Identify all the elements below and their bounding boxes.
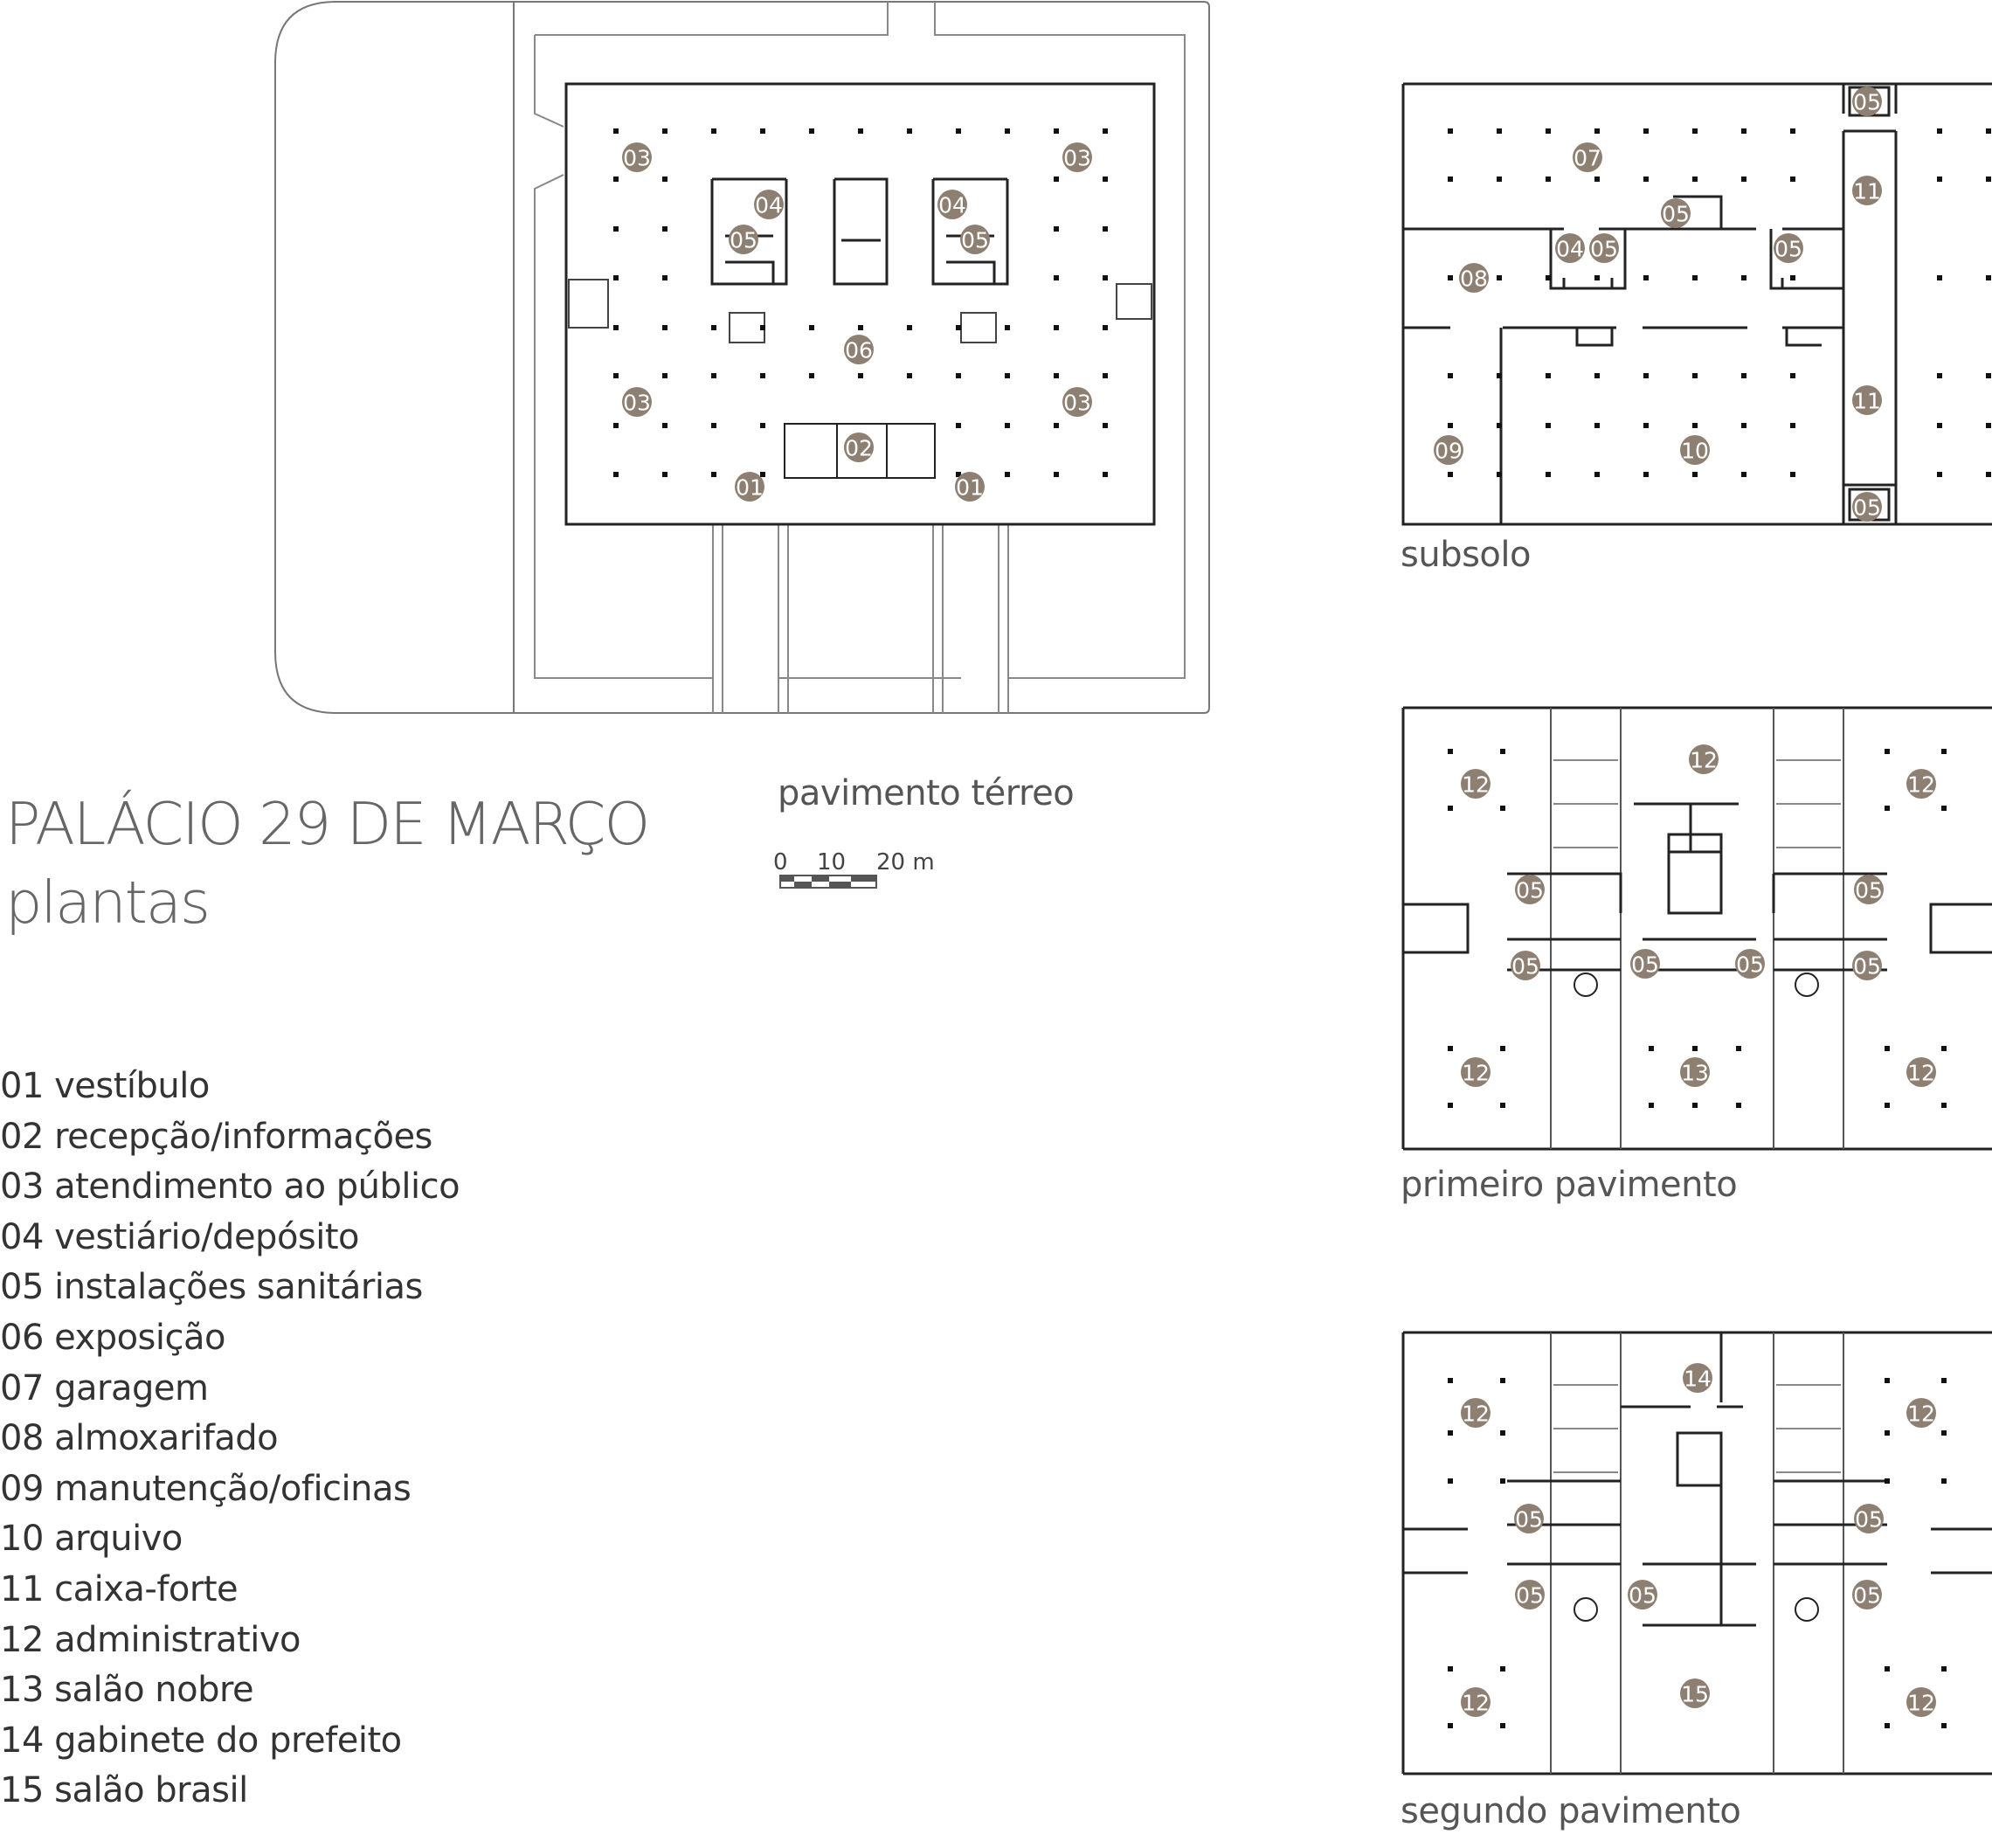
svg-text:03: 03	[1063, 390, 1091, 416]
svg-text:11: 11	[1853, 178, 1881, 204]
room-badge-basement	[1589, 233, 1619, 263]
room-badge-first	[1906, 1057, 1936, 1087]
room-badge-second	[1461, 1398, 1491, 1428]
column-marker	[1054, 325, 1059, 330]
column-marker	[907, 128, 912, 134]
column-marker	[1500, 806, 1505, 811]
svg-text:05: 05	[730, 227, 757, 253]
svg-text:05: 05	[1853, 495, 1881, 521]
svg-text:06: 06	[845, 337, 873, 363]
column-marker	[1054, 128, 1059, 134]
svg-text:04: 04	[1556, 236, 1584, 262]
column-marker	[1448, 1103, 1453, 1108]
svg-text:12: 12	[1907, 1690, 1935, 1716]
column-marker	[1741, 472, 1746, 477]
column-marker	[1594, 472, 1600, 477]
svg-text:14: 14	[1684, 1366, 1712, 1392]
room-badge-basement	[1661, 198, 1691, 228]
column-marker	[1448, 1723, 1453, 1728]
legend-item: 12 administrativo	[0, 1619, 301, 1660]
column-marker	[1885, 1430, 1890, 1436]
column-marker	[1546, 373, 1551, 378]
column-marker	[1497, 275, 1502, 280]
column-marker	[1692, 373, 1698, 378]
room-badge-second	[1906, 1687, 1936, 1717]
column-marker	[1643, 423, 1649, 428]
legend-item: 05 instalações sanitárias	[0, 1267, 423, 1308]
room-badge-second	[1461, 1687, 1491, 1717]
column-marker	[1005, 128, 1010, 134]
column-marker	[1594, 423, 1600, 428]
column-marker	[1448, 472, 1453, 477]
column-marker	[1005, 423, 1010, 428]
column-marker	[1500, 1430, 1505, 1436]
column-marker	[1546, 275, 1551, 280]
svg-text:09: 09	[1435, 438, 1463, 464]
room-badge-second	[1854, 1504, 1884, 1533]
column-marker	[1741, 128, 1746, 134]
column-marker	[1005, 325, 1010, 330]
column-marker	[613, 226, 619, 232]
svg-text:01: 01	[956, 474, 984, 501]
column-marker	[1103, 226, 1108, 232]
legend-item: 06 exposição	[0, 1317, 225, 1358]
svg-text:05: 05	[1662, 201, 1690, 227]
column-marker	[1937, 472, 1942, 477]
room-badge-second	[1680, 1678, 1710, 1708]
column-marker	[1594, 128, 1600, 134]
svg-text:05: 05	[1853, 953, 1881, 979]
column-marker	[1448, 1666, 1453, 1672]
column-marker	[1448, 806, 1453, 811]
column-marker	[809, 373, 814, 378]
column-marker	[1941, 1378, 1947, 1383]
column-marker	[1937, 128, 1942, 134]
room-badge-ground	[937, 190, 967, 219]
column-marker	[1986, 128, 1991, 134]
svg-text:11: 11	[1853, 388, 1881, 414]
svg-text:08: 08	[1460, 266, 1488, 292]
room-legend	[0, 1062, 460, 1817]
column-marker	[1054, 373, 1059, 378]
room-badge-basement	[1852, 385, 1882, 415]
room-badge-basement	[1774, 233, 1803, 263]
legend-item: 10 arquivo	[0, 1519, 183, 1560]
room-badge-second	[1906, 1398, 1936, 1428]
room-badge-first	[1906, 769, 1936, 799]
room-badge-basement	[1852, 492, 1882, 522]
column-marker	[1885, 806, 1890, 811]
svg-text:07: 07	[1574, 145, 1601, 171]
column-marker	[1986, 423, 1991, 428]
svg-text:03: 03	[1063, 145, 1091, 171]
column-marker	[662, 472, 667, 477]
column-marker	[1054, 423, 1059, 428]
column-marker	[1054, 226, 1059, 232]
column-marker	[1643, 275, 1649, 280]
svg-text:05: 05	[1855, 1506, 1883, 1533]
scale-label-10: 10	[817, 849, 847, 876]
svg-text:05: 05	[1515, 1506, 1543, 1533]
column-marker	[1941, 1666, 1947, 1672]
legend-item: 03 atendimento ao público	[0, 1166, 460, 1208]
column-marker	[1885, 1378, 1890, 1383]
column-marker	[1497, 472, 1502, 477]
column-marker	[1103, 423, 1108, 428]
room-badge-second	[1514, 1504, 1544, 1533]
column-marker	[1986, 176, 1991, 182]
column-marker	[613, 423, 619, 428]
column-marker	[1790, 128, 1795, 134]
column-marker	[1103, 472, 1108, 477]
column-marker	[1500, 1103, 1505, 1108]
column-marker	[858, 373, 863, 378]
column-marker	[760, 128, 765, 134]
column-marker	[1741, 275, 1746, 280]
svg-text:04: 04	[938, 192, 966, 218]
room-badge-second	[1515, 1580, 1545, 1609]
column-marker	[1500, 1478, 1505, 1484]
room-badge-first	[1680, 1057, 1710, 1087]
column-marker	[613, 373, 619, 378]
room-badge-basement	[1852, 176, 1882, 205]
column-marker	[1448, 1430, 1453, 1436]
column-marker	[1986, 472, 1991, 477]
column-marker	[662, 275, 667, 280]
svg-text:05: 05	[1629, 1582, 1657, 1609]
column-marker	[809, 325, 814, 330]
column-marker	[662, 226, 667, 232]
legend-item: 08 almoxarifado	[0, 1418, 279, 1459]
column-marker	[1546, 472, 1551, 477]
svg-text:05: 05	[1516, 1582, 1544, 1609]
column-marker	[1649, 1103, 1654, 1108]
column-marker	[1941, 1046, 1947, 1051]
room-badge-first	[1511, 951, 1540, 980]
column-marker	[1741, 423, 1746, 428]
column-marker	[1594, 275, 1600, 280]
column-marker	[1885, 1478, 1890, 1484]
column-marker	[1692, 1103, 1698, 1108]
svg-text:12: 12	[1907, 1060, 1935, 1086]
column-marker	[711, 472, 716, 477]
room-badge-basement	[1555, 233, 1585, 263]
svg-text:12: 12	[1462, 1060, 1490, 1086]
column-marker	[1649, 1046, 1654, 1051]
column-marker	[1448, 275, 1453, 280]
room-badge-first	[1461, 1057, 1491, 1087]
column-marker	[858, 128, 863, 134]
svg-text:02: 02	[845, 435, 873, 461]
column-marker	[1736, 1103, 1741, 1108]
column-marker	[1594, 176, 1600, 182]
room-badge-ground	[754, 190, 784, 219]
column-marker	[1790, 275, 1795, 280]
legend-item: 04 vestiário/depósito	[0, 1216, 360, 1257]
column-marker	[1986, 275, 1991, 280]
svg-text:01: 01	[736, 474, 764, 501]
column-marker	[662, 373, 667, 378]
column-marker	[1790, 373, 1795, 378]
legend-item: 01 vestíbulo	[0, 1066, 210, 1106]
scale-bar	[773, 849, 935, 888]
column-marker	[1941, 1478, 1947, 1484]
ground-floor-plan	[275, 2, 1209, 713]
column-marker	[809, 128, 814, 134]
column-marker	[1005, 373, 1010, 378]
caption-second-floor: segundo pavimento	[1401, 1791, 1741, 1831]
column-marker	[1103, 275, 1108, 280]
column-marker	[1885, 1103, 1890, 1108]
room-badge-first	[1854, 875, 1884, 904]
column-marker	[1885, 1046, 1890, 1051]
column-marker	[1941, 1723, 1947, 1728]
column-marker	[1594, 373, 1600, 378]
svg-text:12: 12	[1462, 1401, 1490, 1427]
column-marker	[1692, 423, 1698, 428]
room-badge-basement	[1680, 435, 1710, 465]
scale-label-20: 20 m	[876, 849, 935, 876]
room-badge-basement	[1459, 263, 1489, 293]
column-marker	[1448, 749, 1453, 754]
room-badge-first	[1689, 744, 1719, 774]
column-marker	[1497, 423, 1502, 428]
column-marker	[1448, 176, 1453, 182]
room-badge-first	[1735, 949, 1765, 979]
column-marker	[1103, 128, 1108, 134]
column-marker	[1546, 128, 1551, 134]
column-marker	[613, 176, 619, 182]
column-marker	[662, 176, 667, 182]
column-marker	[711, 373, 716, 378]
legend-item: 13 salão nobre	[0, 1670, 254, 1711]
column-marker	[1500, 1046, 1505, 1051]
column-marker	[1790, 176, 1795, 182]
svg-text:05: 05	[1736, 952, 1764, 978]
column-marker	[711, 325, 716, 330]
svg-text:13: 13	[1681, 1060, 1709, 1086]
svg-text:05: 05	[1855, 877, 1883, 903]
svg-text:03: 03	[623, 390, 651, 416]
room-badge-ground	[844, 335, 874, 364]
column-marker	[613, 325, 619, 330]
room-badge-second	[1683, 1363, 1712, 1393]
column-marker	[1736, 1046, 1741, 1051]
svg-text:12: 12	[1462, 1690, 1490, 1716]
legend-item: 15 salão brasil	[0, 1770, 248, 1811]
room-badge-ground	[729, 225, 758, 254]
room-badge-first	[1630, 949, 1660, 979]
column-marker	[1937, 176, 1942, 182]
room-badge-first	[1852, 951, 1882, 980]
column-marker	[760, 423, 765, 428]
column-marker	[1941, 1430, 1947, 1436]
room-badge-first	[1515, 875, 1545, 904]
svg-text:05: 05	[1774, 236, 1802, 262]
column-marker	[662, 423, 667, 428]
svg-text:05: 05	[1511, 953, 1539, 979]
svg-text:05: 05	[1631, 952, 1659, 978]
column-marker	[1885, 1666, 1890, 1672]
svg-text:05: 05	[961, 227, 989, 253]
column-marker	[1937, 423, 1942, 428]
column-marker	[1692, 128, 1698, 134]
column-marker	[662, 128, 667, 134]
svg-text:12: 12	[1690, 747, 1718, 773]
column-marker	[711, 423, 716, 428]
column-marker	[1937, 373, 1942, 378]
svg-text:03: 03	[623, 145, 651, 171]
column-marker	[1941, 806, 1947, 811]
column-marker	[1643, 472, 1649, 477]
room-badge-second	[1852, 1580, 1882, 1609]
column-marker	[1497, 176, 1502, 182]
room-number-badges	[622, 87, 1936, 1717]
column-marker	[907, 325, 912, 330]
scale-label-0: 0	[773, 849, 788, 876]
column-marker	[1103, 325, 1108, 330]
column-marker	[760, 325, 765, 330]
room-badge-ground	[960, 225, 990, 254]
column-marker	[1937, 275, 1942, 280]
room-badge-ground	[844, 433, 874, 462]
room-badge-basement	[1852, 87, 1882, 116]
room-badge-second	[1628, 1580, 1657, 1609]
title-line-2: plantas	[5, 869, 209, 937]
column-marker	[1500, 1666, 1505, 1672]
column-marker	[1692, 176, 1698, 182]
column-marker	[1885, 749, 1890, 754]
room-badge-ground	[955, 472, 985, 502]
column-marker	[613, 128, 619, 134]
column-marker	[1643, 176, 1649, 182]
column-marker	[1790, 472, 1795, 477]
svg-text:15: 15	[1681, 1681, 1709, 1707]
column-marker	[858, 325, 863, 330]
column-marker	[1448, 373, 1453, 378]
column-marker	[1941, 1103, 1947, 1108]
column-marker	[1497, 128, 1502, 134]
room-badge-ground	[735, 472, 764, 502]
legend-item: 14 gabinete do prefeito	[0, 1720, 402, 1761]
column-marker	[1741, 373, 1746, 378]
column-marker	[1054, 472, 1059, 477]
room-badge-basement	[1573, 142, 1602, 172]
column-marker	[956, 128, 961, 134]
svg-text:12: 12	[1907, 1401, 1935, 1427]
column-marker	[1103, 176, 1108, 182]
page-title	[5, 785, 648, 942]
room-badge-basement	[1434, 435, 1463, 465]
column-marker	[1692, 472, 1698, 477]
svg-text:12: 12	[1462, 772, 1490, 798]
column-marker	[956, 325, 961, 330]
column-marker	[1103, 373, 1108, 378]
caption-ground-floor: pavimento térreo	[778, 773, 1075, 813]
column-marker	[1497, 373, 1502, 378]
column-marker	[1448, 1046, 1453, 1051]
legend-item: 11 caixa-forte	[0, 1568, 239, 1609]
room-badge-first	[1461, 769, 1491, 799]
caption-first-floor: primeiro pavimento	[1401, 1165, 1738, 1205]
svg-text:04: 04	[755, 192, 783, 218]
column-marker	[1885, 1723, 1890, 1728]
column-marker	[662, 325, 667, 330]
room-badge-ground	[1062, 387, 1092, 417]
column-marker	[1448, 423, 1453, 428]
caption-basement: subsolo	[1401, 535, 1531, 575]
column-marker	[1448, 1378, 1453, 1383]
svg-text:12: 12	[1907, 772, 1935, 798]
column-marker	[1643, 373, 1649, 378]
room-badge-ground	[622, 387, 652, 417]
column-marker	[760, 373, 765, 378]
column-marker	[956, 423, 961, 428]
column-marker	[1941, 749, 1947, 754]
column-marker	[1643, 128, 1649, 134]
room-badge-ground	[1062, 142, 1092, 172]
svg-text:05: 05	[1516, 877, 1544, 903]
column-marker	[1500, 1378, 1505, 1383]
column-marker	[613, 472, 619, 477]
column-marker	[1986, 373, 1991, 378]
legend-item: 02 recepção/informações	[0, 1116, 432, 1157]
svg-text:05: 05	[1590, 236, 1618, 262]
title-line-1: PALÁCIO 29 DE MARÇO	[5, 790, 649, 858]
column-marker	[1500, 1723, 1505, 1728]
column-marker	[956, 373, 961, 378]
column-marker	[1741, 176, 1746, 182]
column-marker	[711, 128, 716, 134]
svg-text:05: 05	[1853, 89, 1881, 115]
svg-text:05: 05	[1853, 1582, 1881, 1609]
column-marker	[1005, 472, 1010, 477]
column-marker	[613, 275, 619, 280]
column-marker	[907, 373, 912, 378]
legend-item: 09 manutenção/oficinas	[0, 1468, 412, 1509]
column-marker	[1448, 1478, 1453, 1484]
column-marker	[1500, 749, 1505, 754]
legend-item: 07 garagem	[0, 1367, 209, 1408]
column-marker	[1546, 176, 1551, 182]
svg-text:10: 10	[1681, 438, 1709, 464]
column-marker	[1054, 176, 1059, 182]
column-marker	[1546, 423, 1551, 428]
column-marker	[1054, 275, 1059, 280]
column-marker	[1790, 423, 1795, 428]
column-marker	[1692, 275, 1698, 280]
column-marker	[1692, 1046, 1698, 1051]
room-badge-ground	[622, 142, 652, 172]
column-marker	[1448, 128, 1453, 134]
